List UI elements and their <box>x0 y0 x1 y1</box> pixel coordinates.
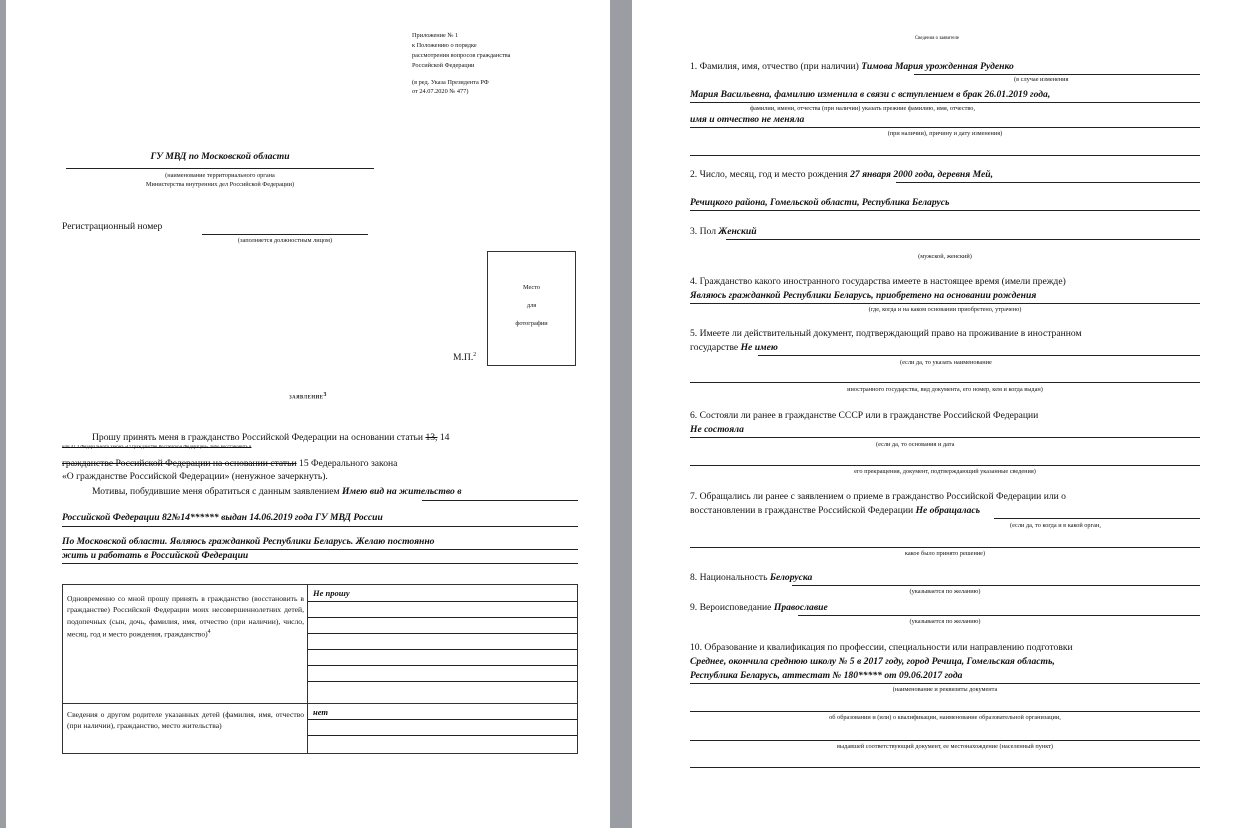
q7-underline <box>994 518 1200 519</box>
motives-underline-2 <box>62 526 578 527</box>
children-label: Одновременно со мной прошу принять в гражданство (восстановить в гражданстве) Российской Федерации моих несовершеннолетних детей, подопечных (сын, дочь, фамилия, имя, отчество (при наличии), число, месяц, год и место рождения, гражданство) <box>67 594 304 639</box>
q2-underline <box>896 182 1200 183</box>
children-line-2 <box>308 617 577 618</box>
q7-underline-2 <box>690 547 1200 548</box>
request-line-3 <box>62 458 397 469</box>
appendix-line-1: Приложение № 1 <box>412 32 459 39</box>
q5-line <box>690 342 778 353</box>
q8-hint: (указывается по желанию) <box>909 588 981 595</box>
q10-underline <box>690 683 1200 684</box>
q1-hint-a: (в случае изменения <box>1014 76 1069 83</box>
motives-underline-1 <box>422 500 578 501</box>
motives-value-4: жить и работать в Российской Федерации <box>62 550 249 561</box>
q6-underline-2 <box>690 465 1200 466</box>
other-parent-line-1 <box>308 719 577 720</box>
q7-label-2: восстановлении в гражданстве Российской Федерации <box>690 505 914 516</box>
table-row-children <box>63 585 578 704</box>
appendix-line-5: (в ред. Указа Президента РФ <box>412 79 489 86</box>
children-value: Не прошу <box>313 588 350 598</box>
application-page-2 <box>632 0 1242 828</box>
children-table <box>62 584 578 754</box>
title-footnote: 3 <box>323 392 327 398</box>
q2-underline-2 <box>690 210 1200 211</box>
motives-value-2: Российской Федерации 82№14****** выдан 14.06.2019 года ГУ МВД России <box>62 512 383 523</box>
q2-value: 27 января 2000 года, деревня Мей, <box>850 169 993 180</box>
authority-value: ГУ МВД по Московской области <box>150 151 290 162</box>
other-parent-value: нет <box>313 707 328 717</box>
q5-value: Не имею <box>740 342 778 353</box>
q5-underline-2 <box>690 382 1200 383</box>
authority-underline <box>66 168 374 169</box>
q8-value: Белоруска <box>769 572 813 583</box>
q7-line <box>690 505 980 516</box>
document-title-text: ЗАЯВЛЕНИЕ <box>289 395 324 401</box>
q10-label: 10. Образование и квалификация по профессии, специальности или направлению подготовки <box>690 642 1073 653</box>
children-value-cell[interactable] <box>308 585 578 704</box>
q10-hint-2: об образовании и (или) о квалификации, наименование образовательной организации, <box>829 714 1061 721</box>
q9-label: 9. Вероисповедание <box>690 602 772 613</box>
children-label-text <box>67 593 304 640</box>
motives-label: Мотивы, побудившие меня обратиться с данным заявлением <box>92 486 340 497</box>
q1-value-2: Мария Васильевна, фамилию изменила в связи с вступлением в брак 26.01.2019 года, <box>690 89 1051 100</box>
q1-label: 1. Фамилия, имя, отчество (при наличии) <box>690 61 859 72</box>
q9-hint: (указывается по желанию) <box>909 618 981 625</box>
q10-underline-4 <box>690 767 1200 768</box>
children-line-3 <box>308 633 577 634</box>
q5-label-2: государстве <box>690 342 739 353</box>
q10-underline-3 <box>690 740 1200 741</box>
q3-hint: (мужской, женский) <box>918 253 972 260</box>
restore-clause-struck: гражданстве Российской Федерации на основании статьи <box>62 458 297 469</box>
request-line-4: «О гражданстве Российской Федерации» (ненужное зачеркнуть). <box>62 471 328 482</box>
photo-label-3: фотографии <box>515 320 548 327</box>
article-15: 15 Федерального закона <box>299 458 398 469</box>
appendix-line-2: к Положению о порядке <box>412 42 477 49</box>
q7-label: 7. Обращались ли ранее с заявлением о приеме в гражданство Российской Федерации или о <box>690 491 1066 502</box>
q1-line <box>690 61 1014 72</box>
q5-label: 5. Имеете ли действительный документ, подтверждающий право на проживание в иностранном <box>690 328 1082 339</box>
other-parent-line-2 <box>308 735 577 736</box>
q10-value-2: Республика Беларусь, аттестат № 180***** от 09.06.2017 года <box>690 670 963 681</box>
q1-value: Тимова Мария урожденная Руденко <box>861 61 1014 72</box>
appendix-line-6: от 24.07.2020 № 477) <box>412 88 469 95</box>
request-line-1 <box>92 432 449 443</box>
document-title <box>6 392 610 401</box>
children-label-cell <box>63 585 308 704</box>
appendix-line-3: рассмотрения вопросов гражданства <box>412 52 511 59</box>
registration-field[interactable] <box>202 234 368 235</box>
q4-value: Являюсь гражданкой Республики Беларусь, приобретено на основании рождения <box>690 290 1037 301</box>
q8-line <box>690 572 812 583</box>
q8-underline <box>792 585 1200 586</box>
q9-line <box>690 602 828 613</box>
q7-hint-2: какое было принято решение) <box>904 550 986 557</box>
q3-label: 3. Пол <box>690 226 716 237</box>
request-text-a: Прошу принять меня в гражданство Российской Федерации на основании статьи <box>92 432 424 443</box>
other-parent-label-cell <box>63 704 308 754</box>
q9-value: Православие <box>773 602 828 613</box>
children-line-1 <box>308 601 577 602</box>
other-parent-label: Сведения о другом родителе указанных детей (фамилия, имя, отчество (при наличии), гражданство, место жительства) <box>67 710 304 731</box>
appendix-line-4: Российской Федерации <box>412 62 475 69</box>
q2-line <box>690 169 993 180</box>
q1-underline <box>914 74 1200 75</box>
children-line-4 <box>308 649 577 650</box>
photo-label-2: для <box>526 302 537 309</box>
q7-value: Не обращалась <box>915 505 981 516</box>
q5-underline <box>758 355 1200 356</box>
q6-label: 6. Состояли ли ранее в гражданстве СССР или в гражданстве Российской Федерации <box>690 410 1039 421</box>
q6-underline <box>690 437 1200 438</box>
q6-hint: (если да, то основания и дата <box>876 441 955 448</box>
q5-hint-2: иностранного государства, вид документа, его номер, кем и когда выдан) <box>847 386 1043 393</box>
q1-underline-4 <box>690 155 1200 156</box>
authority-hint-1: (наименование территориального органа <box>165 172 275 179</box>
registration-hint: (заполняется должностным лицом) <box>237 237 333 244</box>
other-parent-value-cell[interactable] <box>308 704 578 754</box>
q5-hint: (если да, то указать наименование <box>900 359 992 366</box>
q10-hint: (наименование и реквизиты документа <box>892 686 998 693</box>
motives-value-3: По Московской области. Являюсь гражданкой Республики Беларусь. Желаю постоянно <box>62 536 435 547</box>
motives-underline-4 <box>62 563 578 564</box>
q3-line <box>690 226 757 237</box>
other-parent-value-area <box>308 704 577 753</box>
applicant-section-title: Сведения о заявителе <box>914 36 960 41</box>
q2-label: 2. Число, месяц, год и место рождения <box>690 169 848 180</box>
q4-label: 4. Гражданство какого иностранного государства имеете в настоящее время (имели прежде) <box>690 276 1066 287</box>
table-row-other-parent <box>63 704 578 754</box>
q1-value-3: имя и отчество не меняла <box>690 114 805 125</box>
children-footnote: 4 <box>207 629 211 636</box>
q10-value: Среднее, окончила среднюю школу № 5 в 2017 году, город Речица, Гомельская область, <box>690 656 1055 667</box>
stamp-footnote: 2 <box>473 352 477 358</box>
children-line-6 <box>308 681 577 682</box>
q3-underline <box>726 239 1200 240</box>
stamp-label <box>453 352 476 363</box>
q7-hint: (если да, то когда и в какой орган, <box>1010 522 1101 529</box>
motives-value-1: Имею вид на жительство в <box>342 486 462 497</box>
q10-hint-3: выдавшей соответствующий документ, ее местонахождение (населенный пункт) <box>836 743 1054 750</box>
children-line-5 <box>308 665 577 666</box>
registration-label: Регистрационный номер <box>62 221 163 232</box>
photo-box <box>487 251 576 366</box>
q6-value: Не состояла <box>690 424 744 435</box>
q10-underline-2 <box>690 711 1200 712</box>
photo-label-1: Место <box>522 284 541 291</box>
article-14: 14 <box>439 432 450 443</box>
q1-underline-2 <box>690 102 1200 103</box>
article-13-struck: 13, <box>425 432 438 443</box>
stamp-text: М.П. <box>453 352 474 364</box>
q3-value: Женский <box>718 226 757 237</box>
q9-underline <box>798 615 1200 616</box>
motives-line-1 <box>92 486 462 497</box>
q8-label: 8. Национальность <box>690 572 768 583</box>
authority-hint-2: Министерства внутренних дел Российской Федерации) <box>145 181 295 188</box>
q4-hint: (где, когда и на каком основании приобретено, утрачено) <box>868 306 1022 313</box>
application-page-1 <box>6 0 610 828</box>
q1-hint-b: фамилии, имени, отчества (при наличии) указать прежние фамилию, имя, отчество, <box>750 105 976 112</box>
q6-hint-2: его прекращения, документ, подтверждающий указанные сведения) <box>854 468 1036 475</box>
q1-hint-c: (при наличии), причину и дату изменения) <box>887 130 1003 137</box>
children-value-area <box>308 585 577 697</box>
q1-underline-3 <box>690 127 1200 128</box>
request-line-2-struck: или 41.3 Федерального закона «О гражданстве Российской Федерации» либо восстановить в <box>62 445 252 450</box>
q4-underline <box>690 303 1200 304</box>
q2-value-2: Речицкого района, Гомельской области, Республика Беларусь <box>690 197 950 208</box>
